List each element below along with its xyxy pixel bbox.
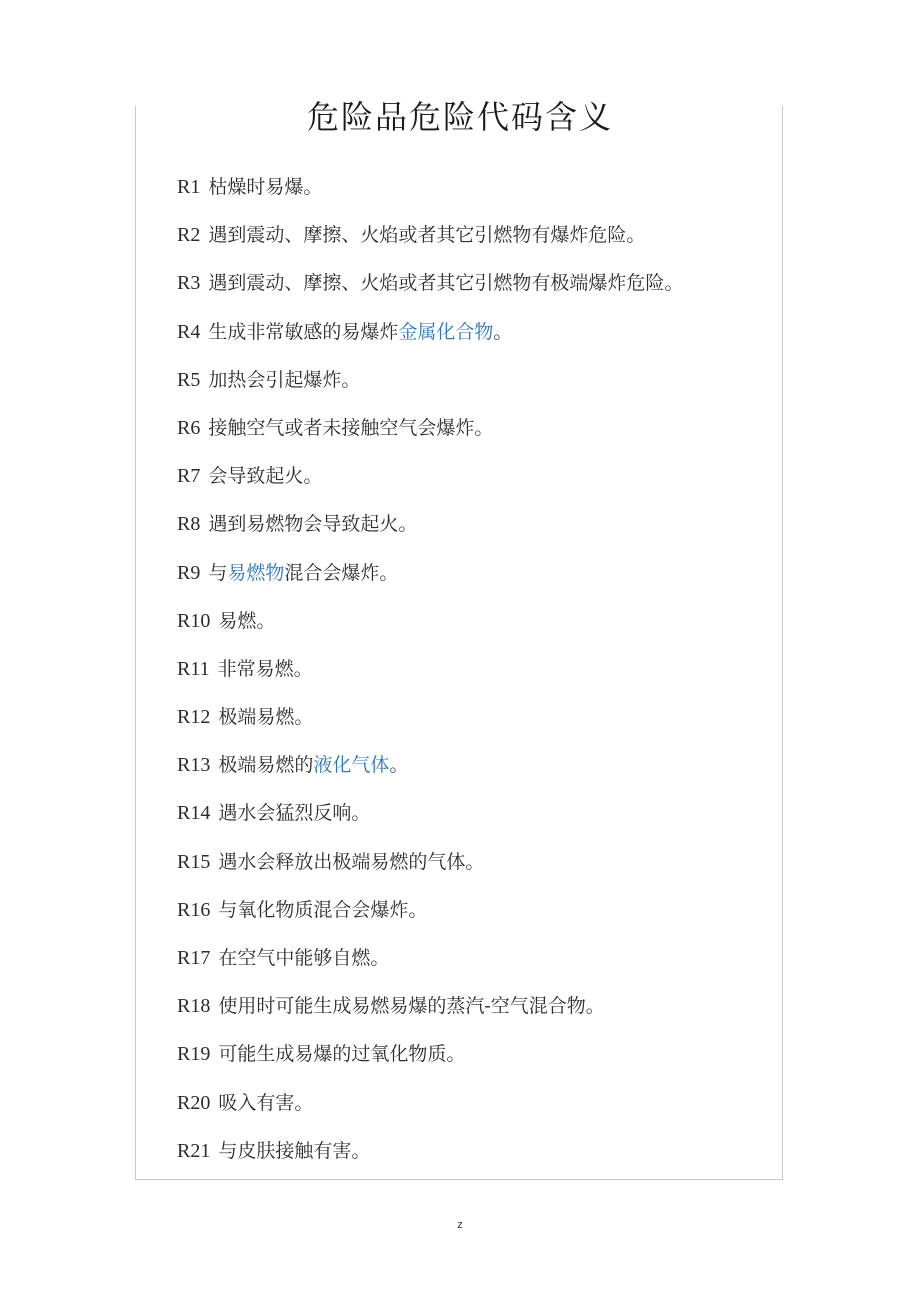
risk-code: R3 bbox=[177, 272, 201, 295]
risk-description: 极端易燃。 bbox=[218, 706, 314, 729]
page-footer: z bbox=[457, 1219, 463, 1231]
risk-code: R18 bbox=[177, 995, 211, 1018]
term-link[interactable]: 易燃物 bbox=[227, 561, 285, 584]
risk-code: R9 bbox=[177, 561, 201, 584]
risk-code: R8 bbox=[177, 513, 201, 536]
page-title bbox=[0, 92, 920, 138]
risk-code: R2 bbox=[177, 224, 201, 247]
risk-item bbox=[177, 654, 683, 702]
risk-description: 遇水会释放出极端易燃的气体。 bbox=[218, 850, 485, 873]
risk-code: R4 bbox=[177, 320, 201, 343]
risk-code: R16 bbox=[177, 898, 211, 921]
risk-description: 在空气中能够自燃。 bbox=[218, 947, 390, 969]
risk-item bbox=[177, 702, 683, 750]
risk-description: 与 bbox=[208, 561, 228, 584]
risk-item bbox=[177, 413, 683, 461]
risk-item bbox=[177, 606, 683, 654]
risk-description: 加热会引起爆炸。 bbox=[208, 368, 361, 391]
risk-code: R10 bbox=[177, 609, 211, 632]
risk-description: 会导致起火。 bbox=[208, 465, 323, 488]
risk-description: 吸入有害。 bbox=[218, 1091, 314, 1114]
risk-item bbox=[177, 991, 683, 1039]
risk-item bbox=[177, 172, 683, 220]
risk-description: 遇到易燃物会导致起火。 bbox=[208, 513, 418, 536]
risk-code: R12 bbox=[177, 706, 211, 729]
risk-description: 极端易燃的 bbox=[218, 754, 314, 777]
risk-description: 枯燥时易爆。 bbox=[208, 176, 323, 198]
risk-item bbox=[177, 317, 683, 365]
risk-description: 与氧化物质混合会爆炸。 bbox=[218, 898, 428, 921]
risk-description: 。 bbox=[389, 754, 409, 777]
risk-code: R5 bbox=[177, 368, 201, 391]
risk-item bbox=[177, 509, 683, 557]
risk-description: 可能生成易爆的过氧化物质。 bbox=[218, 1043, 466, 1066]
risk-item bbox=[177, 750, 683, 798]
risk-item bbox=[177, 943, 683, 991]
risk-code: R6 bbox=[177, 416, 201, 439]
page-title-text: 危险品危险代码含义 bbox=[297, 98, 623, 136]
risk-code: R20 bbox=[177, 1091, 211, 1114]
risk-code: R19 bbox=[177, 1043, 211, 1066]
term-link[interactable]: 液化气体 bbox=[313, 754, 390, 777]
risk-description: 易燃。 bbox=[218, 609, 276, 632]
risk-code: R13 bbox=[177, 754, 211, 777]
risk-description: 。 bbox=[493, 320, 513, 343]
risk-description: 使用时可能生成易燃易爆的蒸汽-空气混合物。 bbox=[218, 995, 605, 1018]
risk-description: 生成非常敏感的易爆炸 bbox=[208, 320, 399, 343]
risk-item bbox=[177, 798, 683, 846]
risk-code: R7 bbox=[177, 465, 201, 488]
risk-item bbox=[177, 461, 683, 509]
risk-description: 与皮肤接触有害。 bbox=[218, 1139, 371, 1162]
risk-description: 非常易燃。 bbox=[217, 657, 313, 680]
risk-code-list bbox=[177, 172, 683, 1184]
risk-item bbox=[177, 895, 683, 943]
risk-item bbox=[177, 847, 683, 895]
risk-item bbox=[177, 1088, 683, 1136]
risk-item bbox=[177, 220, 683, 268]
risk-code: R11 bbox=[177, 657, 210, 680]
risk-item bbox=[177, 365, 683, 413]
term-link[interactable]: 金属化合物 bbox=[398, 320, 494, 343]
risk-item bbox=[177, 1039, 683, 1087]
risk-description: 遇水会猛烈反响。 bbox=[218, 802, 371, 825]
risk-code: R1 bbox=[177, 176, 201, 198]
risk-description: 接触空气或者未接触空气会爆炸。 bbox=[208, 416, 494, 439]
risk-code: R17 bbox=[177, 947, 211, 969]
risk-item bbox=[177, 558, 683, 606]
risk-code: R14 bbox=[177, 802, 211, 825]
risk-code: R21 bbox=[177, 1139, 211, 1162]
risk-code: R15 bbox=[177, 850, 211, 873]
risk-description: 混合会爆炸。 bbox=[284, 561, 399, 584]
risk-description: 遇到震动、摩擦、火焰或者其它引燃物有极端爆炸危险。 bbox=[208, 272, 684, 295]
risk-item bbox=[177, 268, 683, 316]
risk-item bbox=[177, 1136, 683, 1184]
risk-description: 遇到震动、摩擦、火焰或者其它引燃物有爆炸危险。 bbox=[208, 224, 646, 247]
